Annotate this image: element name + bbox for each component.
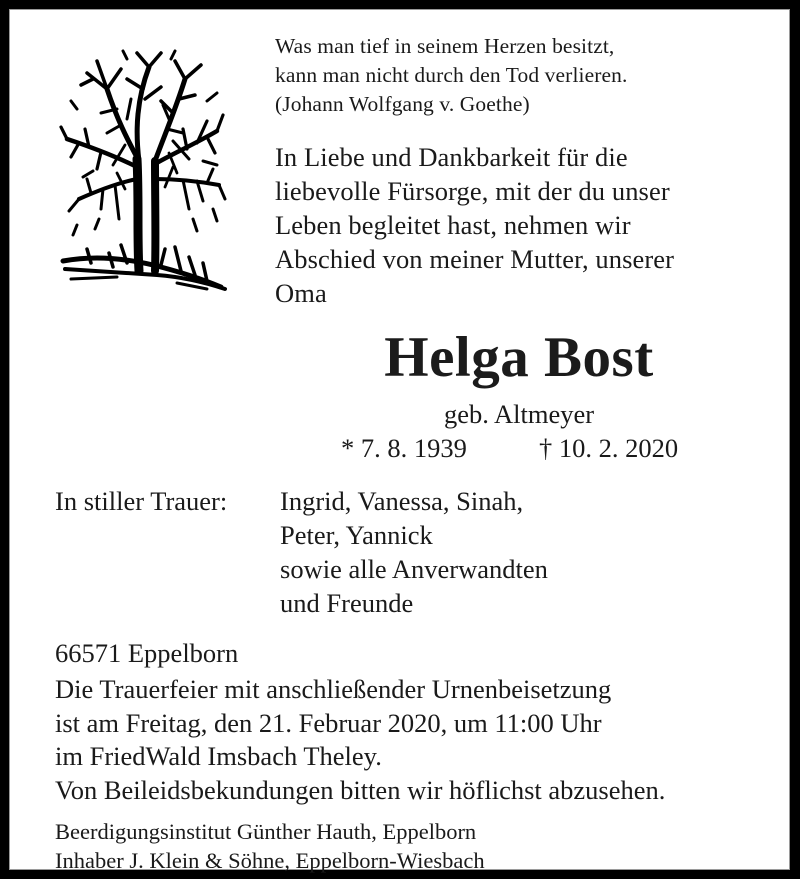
mourners-names <box>280 484 548 620</box>
intro-line: Abschied von meiner Mutter, unserer <box>275 244 675 274</box>
birth-date: * 7. 8. 1939 <box>341 433 467 463</box>
quote-line: Was man tief in seinem Herzen besitzt, <box>275 34 615 58</box>
intro-line: In Liebe und Dankbarkeit für die <box>275 142 628 172</box>
ceremony-line: ist am Freitag, den 21. Februar 2020, um 11:00 Uhr <box>55 707 602 738</box>
quote <box>275 32 627 119</box>
mourners-label: In stiller Trauer: <box>55 486 228 516</box>
mourners-line: und Freunde <box>280 588 414 618</box>
intro-line: liebevolle Fürsorge, mit der du unser <box>275 176 670 206</box>
intro-line: Oma <box>275 278 327 308</box>
quote-attribution: (Johann Wolfgang v. Goethe) <box>275 92 530 116</box>
ceremony-line: Die Trauerfeier mit anschließender Urnenbeisetzung <box>55 674 612 704</box>
intro-text <box>275 140 674 310</box>
tree-icon <box>57 49 227 294</box>
undertaker-line: Beerdigungsinstitut Günther Hauth, Eppelborn <box>55 819 477 844</box>
mourners-line: Ingrid, Vanessa, Sinah, <box>280 486 524 516</box>
death-date: † 10. 2. 2020 <box>539 433 679 463</box>
ceremony-info <box>55 673 665 807</box>
obituary-notice <box>9 9 790 873</box>
undertaker <box>55 817 485 875</box>
mourners-line: Peter, Yannick <box>280 520 433 550</box>
quote-line: kann man nicht durch den Tod verlieren. <box>275 63 628 87</box>
deceased-name: Helga Bost <box>384 326 654 389</box>
mourners-line: sowie alle Anverwandten <box>280 554 548 584</box>
maiden-name: geb. Altmeyer <box>443 399 595 429</box>
intro-line: Leben begleitet hast, nehmen wir <box>275 210 631 240</box>
ceremony-line: im FriedWald Imsbach Theley. <box>55 741 382 771</box>
ceremony-line: Von Beileidsbekundungen bitten wir höflichst abzusehen. <box>55 774 666 805</box>
undertaker-line: Inhaber J. Klein & Söhne, Eppelborn-Wiesbach <box>55 848 485 873</box>
place: 66571 Eppelborn <box>55 638 239 668</box>
